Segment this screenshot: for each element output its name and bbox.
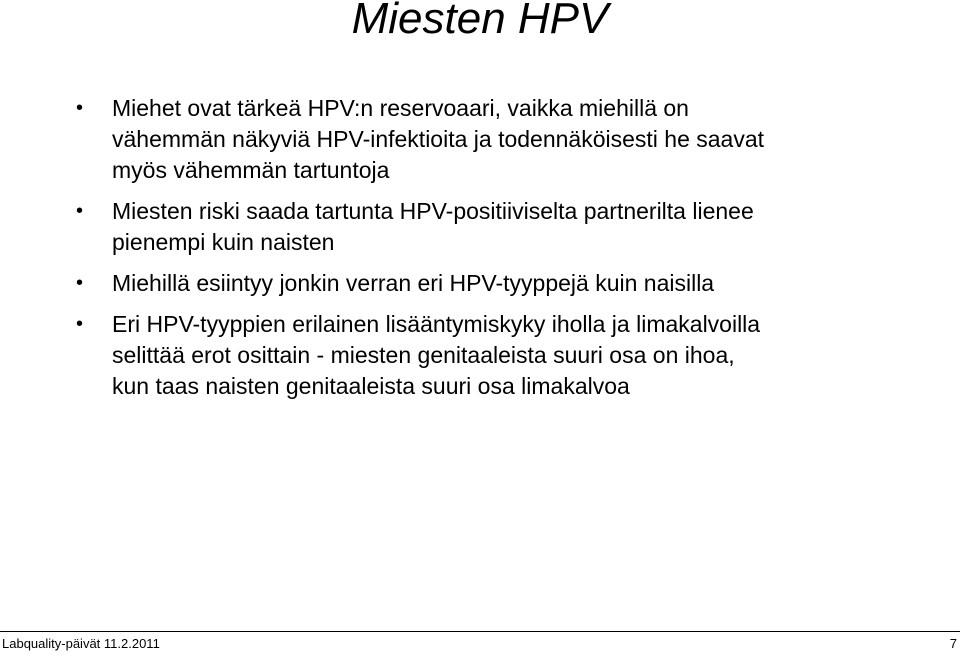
bullet-text: Eri HPV-tyyppien erilainen lisääntymiskyky iholla ja limakalvoilla selittää erot osittain - miesten genitaaleista suuri osa on ihoa, kun taas naisten genitaaleista suuri osa limakalvoa [112, 311, 761, 399]
bullet-item [76, 268, 936, 299]
bullet-item [76, 196, 936, 258]
slide-title: Miesten HPV [351, 0, 609, 43]
bullet-icon: • [76, 272, 84, 294]
bullet-text: Miehillä esiintyy jonkin verran eri HPV-tyyppejä kuin naisilla [112, 270, 715, 296]
page-number: 7 [949, 636, 957, 651]
bullet-list [76, 93, 936, 412]
bullet-text: Miesten riski saada tartunta HPV-positiiviselta partnerilta lienee pienempi kuin naisten [112, 198, 754, 255]
bullet-item [76, 93, 936, 186]
footer-divider [0, 631, 960, 632]
bullet-icon: • [76, 313, 84, 335]
footer-event-label: Labquality-päivät 11.2.2011 [2, 636, 160, 651]
bullet-item [76, 309, 936, 402]
bullet-icon: • [76, 97, 84, 119]
bullet-icon: • [76, 200, 84, 222]
bullet-text: Miehet ovat tärkeä HPV:n reservoaari, vaikka miehillä on vähemmän näkyviä HPV-infektioita ja todennäköisesti he saavat myös vähemmän tartuntoja [112, 95, 765, 183]
